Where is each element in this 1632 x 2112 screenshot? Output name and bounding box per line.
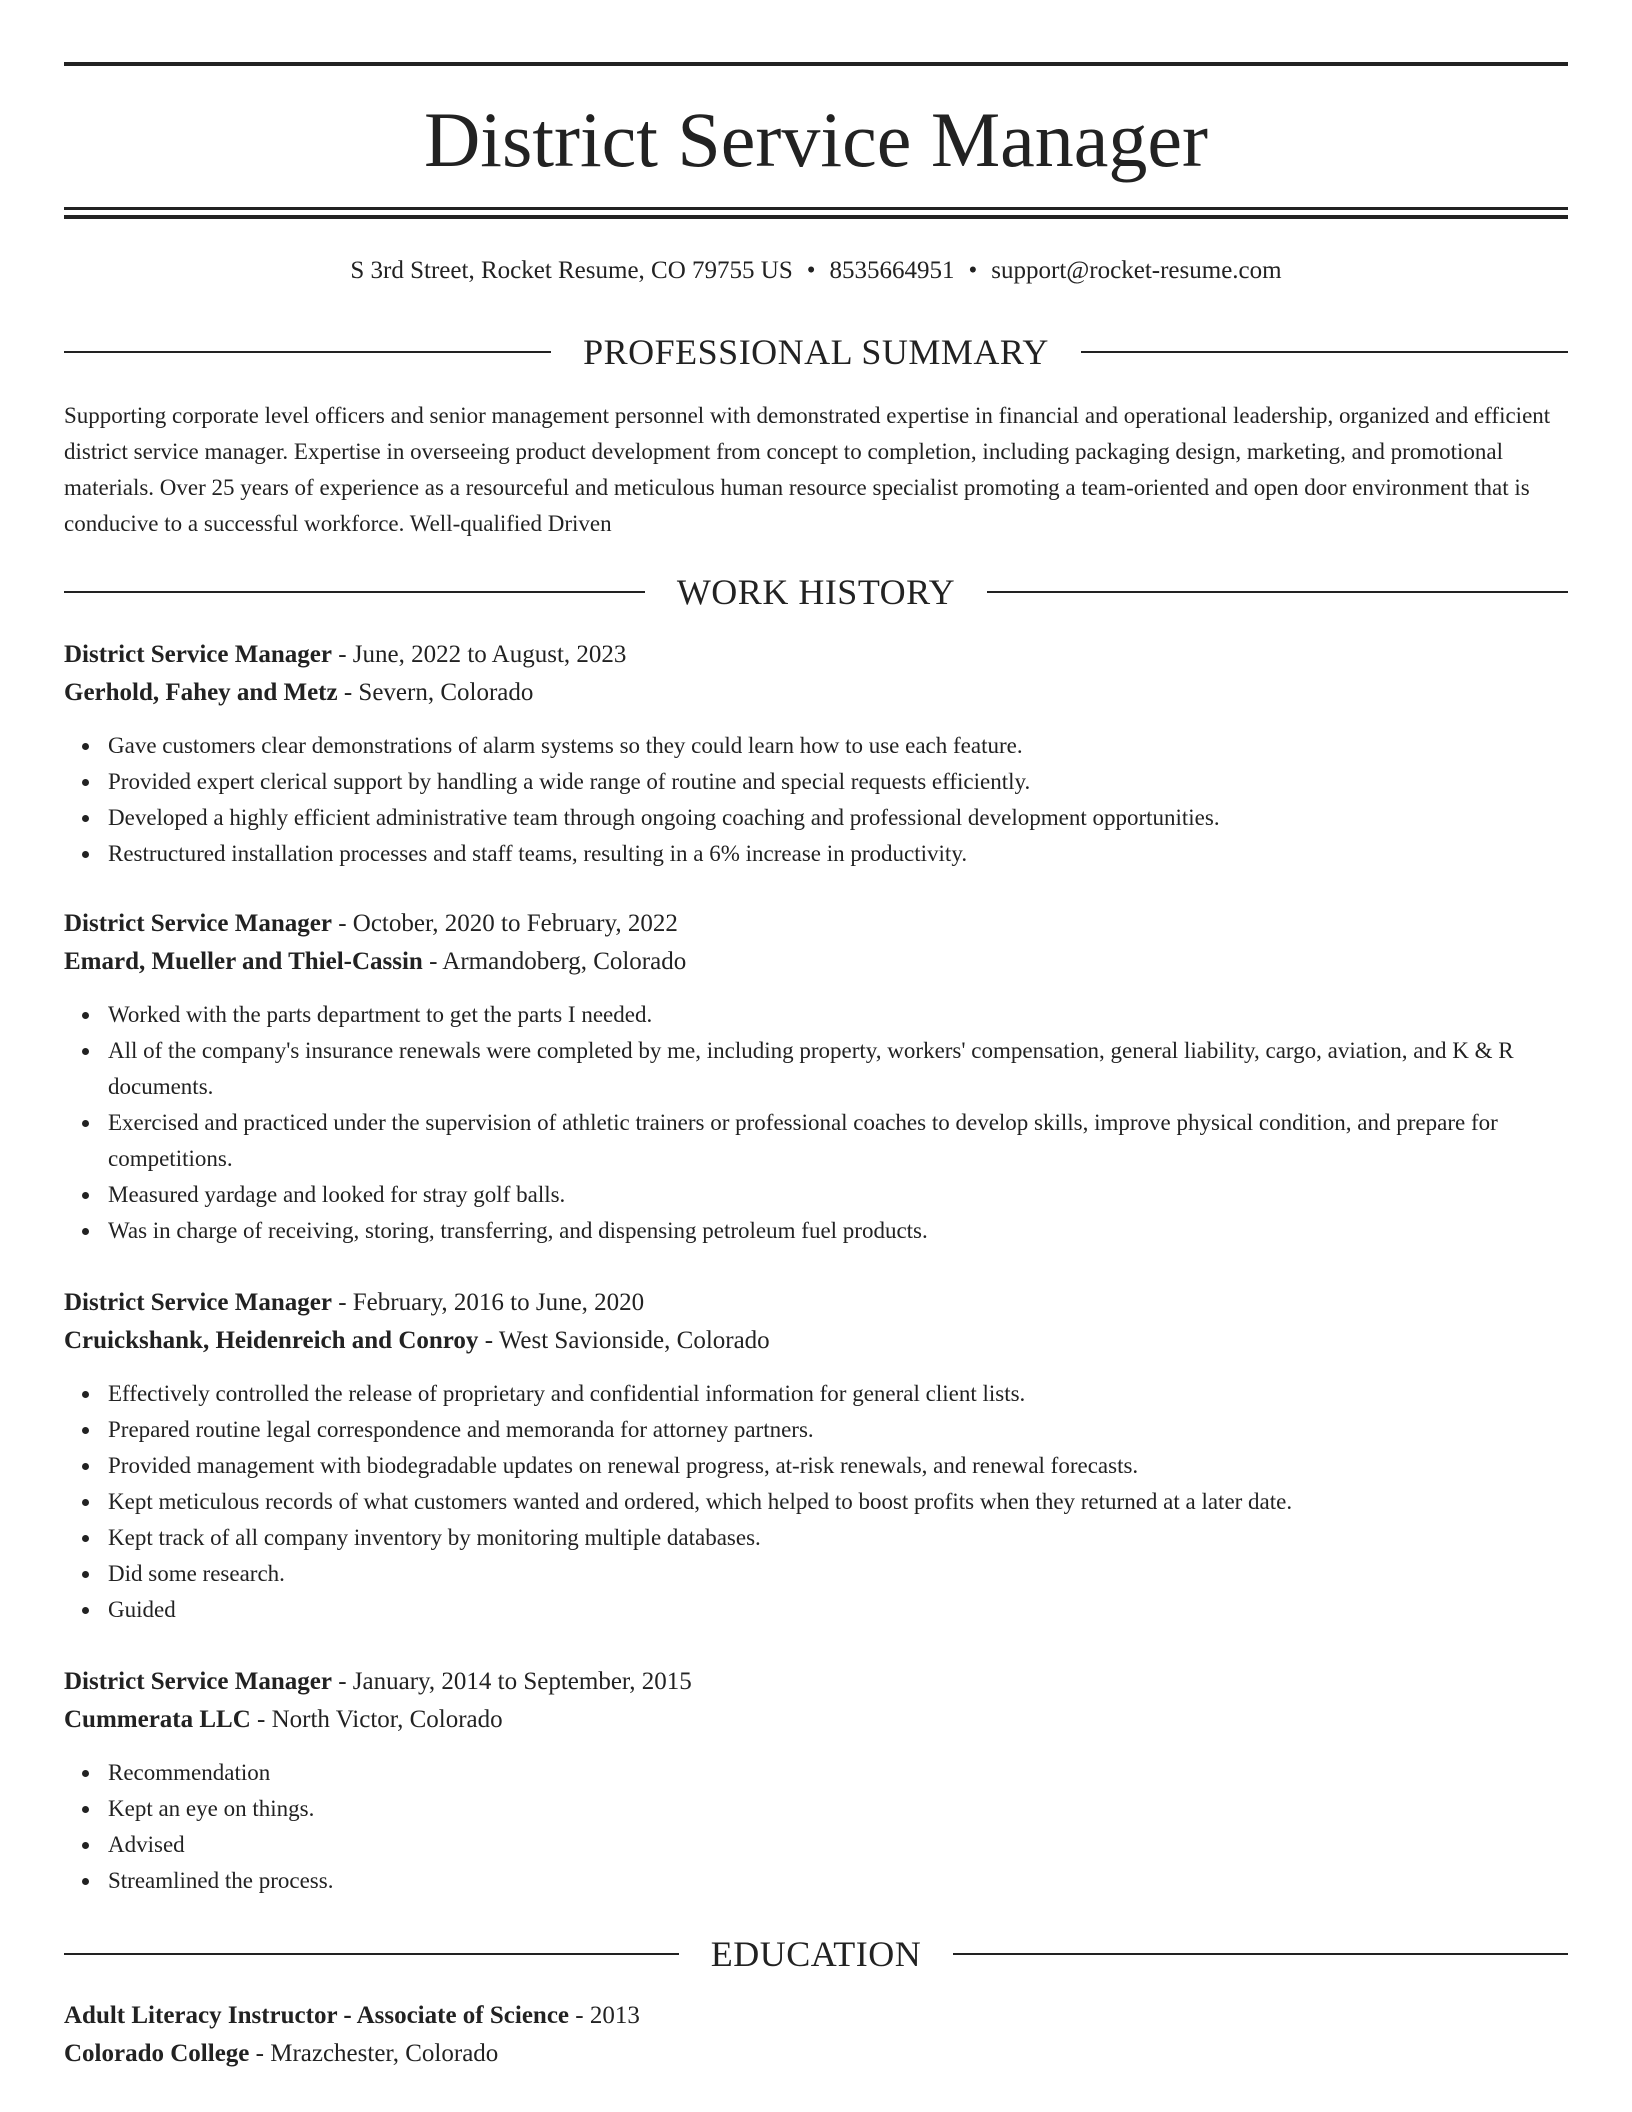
section-title: EDUCATION (710, 1934, 922, 1974)
contact-address: S 3rd Street, Rocket Resume, CO 79755 US (350, 257, 793, 284)
job-location: West Savionside, Colorado (498, 1327, 770, 1354)
contact-separator: • (968, 257, 978, 284)
job-company: Gerhold, Fahey and Metz (64, 679, 338, 706)
education-degree: Adult Literacy Instructor - Associate of Science (64, 2002, 570, 2029)
job-bullet: Developed a highly efficient administrative team through ongoing coaching and professional development opportunities. (108, 800, 1568, 836)
job-bullet: Recommendation (108, 1755, 1568, 1791)
job-bullet: Restructured installation processes and staff teams, resulting in a 6% increase in productivity. (108, 836, 1568, 872)
contact-separator: • (806, 257, 816, 284)
job-company: Emard, Mueller and Thiel-Cassin (64, 948, 423, 975)
job-dash: - (331, 641, 353, 668)
job-bullet: Was in charge of receiving, storing, transferring, and dispensing petroleum fuel products. (108, 1213, 1568, 1249)
job-entry (64, 636, 1568, 872)
heading-rule (64, 1953, 679, 1955)
education-degree-line (64, 1997, 1568, 2035)
education-year: 2013 (589, 2002, 640, 2029)
job-bullet-list (64, 1755, 1568, 1899)
job-dates: October, 2020 to February, 2022 (352, 910, 678, 937)
section-title: WORK HISTORY (676, 572, 956, 612)
job-company-line (64, 674, 1568, 712)
summary-text: Supporting corporate level officers and senior management personnel with demonstrated expertise in financial and operational leadership, organized and efficient district service manager. Expertise in overseeing product development from concept to completion, including packaging design, marketing, and promotional materials. Over 25 years of experience as a resourceful and meticulous human resource specialist promoting a team-oriented and open door environment that is conducive to a successful workforce. Well-qualified Driven (64, 403, 1551, 536)
job-company: Cummerata LLC (64, 1706, 251, 1733)
contact-email: support@rocket-resume.com (991, 257, 1282, 284)
job-dates: January, 2014 to September, 2015 (352, 1668, 692, 1695)
job-role: District Service Manager (64, 641, 332, 668)
job-bullet: Kept meticulous records of what customers wanted and ordered, which helped to boost profits when they returned at a later date. (108, 1484, 1568, 1520)
contact-line (64, 254, 1568, 288)
job-bullet: Streamlined the process. (108, 1863, 1568, 1899)
education-school: Colorado College (64, 2040, 250, 2067)
job-bullet: Did some research. (108, 1556, 1568, 1592)
header-top-rule (64, 62, 1568, 66)
job-location: North Victor, Colorado (271, 1706, 503, 1733)
job-entry (64, 1663, 1568, 1899)
job-dash: - (331, 910, 353, 937)
education-dash: - (249, 2040, 271, 2067)
heading-rule (987, 591, 1568, 593)
job-title-line (64, 905, 1568, 943)
job-bullet: Exercised and practiced under the supervision of athletic trainers or professional coaches to develop skills, improve physical condition, and prepare for competitions. (108, 1105, 1568, 1177)
job-location: Armandoberg, Colorado (442, 948, 687, 975)
job-bullet: Advised (108, 1827, 1568, 1863)
job-bullet-list (64, 1376, 1568, 1628)
job-entry (64, 905, 1568, 1249)
job-dates: February, 2016 to June, 2020 (352, 1289, 645, 1316)
job-dash: - (337, 679, 359, 706)
heading-rule (64, 351, 551, 353)
job-role: District Service Manager (64, 1289, 332, 1316)
job-role: District Service Manager (64, 910, 332, 937)
job-bullet: Kept track of all company inventory by monitoring multiple databases. (108, 1520, 1568, 1556)
job-bullet-list (64, 728, 1568, 872)
job-bullet: Effectively controlled the release of proprietary and confidential information for general client lists. (108, 1376, 1568, 1412)
job-entry (64, 1284, 1568, 1628)
job-bullet: Worked with the parts department to get the parts I needed. (108, 997, 1568, 1033)
education-location: Mrazchester, Colorado (270, 2040, 499, 2067)
job-location: Severn, Colorado (358, 679, 534, 706)
job-company-line (64, 943, 1568, 981)
job-title-line (64, 1284, 1568, 1322)
header-bottom-rule-second (64, 215, 1568, 219)
job-bullet: All of the company's insurance renewals were completed by me, including property, workers' compensation, general liability, cargo, aviation, and K & R documents. (108, 1033, 1568, 1105)
education-entry (64, 1997, 1568, 2073)
job-bullet: Measured yardage and looked for stray golf balls. (108, 1177, 1568, 1213)
job-dash: - (250, 1706, 272, 1733)
job-company: Cruickshank, Heidenreich and Conroy (64, 1327, 479, 1354)
job-bullet-list (64, 997, 1568, 1249)
job-bullet: Provided management with biodegradable updates on renewal progress, at-risk renewals, and renewal forecasts. (108, 1448, 1568, 1484)
heading-rule (1081, 351, 1568, 353)
job-dash: - (478, 1327, 499, 1354)
heading-rule (953, 1953, 1568, 1955)
job-title-line (64, 636, 1568, 674)
heading-rule (64, 591, 645, 593)
job-company-line (64, 1701, 1568, 1739)
section-heading-summary (64, 330, 1568, 374)
job-role: District Service Manager (64, 1668, 332, 1695)
job-bullet: Provided expert clerical support by handling a wide range of routine and special requests efficiently. (108, 764, 1568, 800)
resume-name: District Service Manager (423, 96, 1209, 183)
education-dash: - (569, 2002, 590, 2029)
job-dash: - (422, 948, 443, 975)
job-title-line (64, 1663, 1568, 1701)
job-dash: - (331, 1289, 353, 1316)
job-company-line (64, 1322, 1568, 1360)
contact-phone: 8535664951 (829, 257, 955, 284)
header-bottom-rule (64, 207, 1568, 210)
job-bullet: Guided (108, 1592, 1568, 1628)
section-heading-work-history (64, 570, 1568, 614)
job-dates: June, 2022 to August, 2023 (352, 641, 627, 668)
job-bullet: Prepared routine legal correspondence and memoranda for attorney partners. (108, 1412, 1568, 1448)
job-bullet: Gave customers clear demonstrations of alarm systems so they could learn how to use each feature. (108, 728, 1568, 764)
section-heading-education (64, 1932, 1568, 1976)
job-bullet: Kept an eye on things. (108, 1791, 1568, 1827)
education-school-line (64, 2035, 1568, 2073)
section-title: PROFESSIONAL SUMMARY (583, 332, 1049, 372)
job-dash: - (331, 1668, 353, 1695)
